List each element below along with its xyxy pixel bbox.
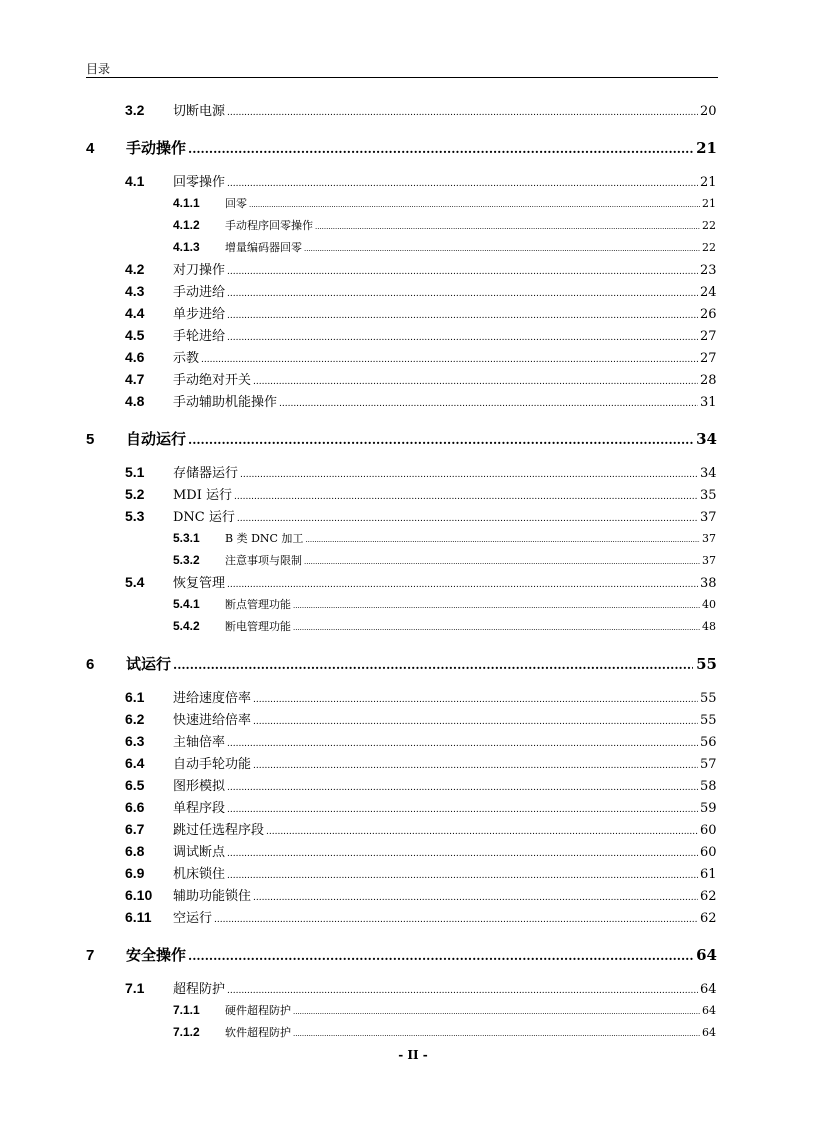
toc-number: 4.1.3 bbox=[173, 240, 200, 254]
dot-leader bbox=[253, 693, 698, 707]
toc-page-number: 27 bbox=[700, 329, 717, 344]
toc-title: 主轴倍率 bbox=[173, 735, 226, 750]
toc-page-number: 27 bbox=[700, 351, 717, 366]
toc-page-number: 31 bbox=[700, 395, 717, 410]
toc-subsection[interactable] bbox=[0, 598, 826, 612]
page-number: - II - bbox=[398, 1048, 428, 1062]
toc-number: 4.4 bbox=[125, 305, 145, 321]
toc-page-number: 64 bbox=[696, 946, 717, 964]
toc-number: 5.4.2 bbox=[173, 619, 200, 633]
dot-leader bbox=[253, 759, 698, 773]
toc-number: 5.3.1 bbox=[173, 531, 200, 545]
toc-number: 6.5 bbox=[125, 777, 145, 793]
toc-number: 6.4 bbox=[125, 755, 145, 771]
dot-leader bbox=[293, 600, 700, 612]
toc-subsection[interactable] bbox=[0, 620, 826, 634]
toc-number: 5.3 bbox=[125, 508, 145, 524]
toc-subsection[interactable] bbox=[0, 197, 826, 211]
toc-page-number: 34 bbox=[696, 430, 717, 448]
dot-leader bbox=[253, 375, 698, 389]
dot-leader bbox=[227, 106, 698, 120]
toc-number: 6.9 bbox=[125, 865, 145, 881]
toc-subsection[interactable] bbox=[0, 1026, 826, 1040]
toc-number: 4.8 bbox=[125, 393, 145, 409]
toc-subsection[interactable] bbox=[0, 554, 826, 568]
dot-leader bbox=[304, 243, 700, 255]
toc-section[interactable] bbox=[0, 734, 826, 751]
toc-number: 4 bbox=[86, 140, 95, 157]
toc-number: 4.7 bbox=[125, 371, 145, 387]
toc-title: 辅助功能锁住 bbox=[173, 889, 252, 904]
toc-page-number: 64 bbox=[700, 982, 717, 997]
toc-subsection[interactable] bbox=[0, 532, 826, 546]
toc-page-number: 64 bbox=[702, 1004, 716, 1017]
dot-leader bbox=[227, 177, 698, 191]
toc-title: 进给速度倍率 bbox=[173, 691, 252, 706]
toc-section[interactable] bbox=[0, 328, 826, 345]
toc-section[interactable] bbox=[0, 844, 826, 861]
toc-title: 对刀操作 bbox=[173, 263, 226, 278]
toc-chapter[interactable] bbox=[0, 431, 826, 448]
toc-section[interactable] bbox=[0, 910, 826, 927]
toc-subsection[interactable] bbox=[0, 1004, 826, 1018]
toc-title: 图形模拟 bbox=[173, 779, 226, 794]
toc-section[interactable] bbox=[0, 487, 826, 504]
toc-title: 手动辅助机能操作 bbox=[173, 395, 278, 410]
toc-title: 回零 bbox=[225, 197, 247, 210]
toc-page-number: 61 bbox=[700, 867, 717, 882]
toc-number: 6.7 bbox=[125, 821, 145, 837]
dot-leader bbox=[227, 984, 698, 998]
toc-title: 硬件超程防护 bbox=[225, 1004, 291, 1017]
toc-section[interactable] bbox=[0, 778, 826, 795]
toc-title: 软件超程防护 bbox=[225, 1026, 291, 1039]
toc-section[interactable] bbox=[0, 712, 826, 729]
toc-number: 5.3.2 bbox=[173, 553, 200, 567]
toc-title: 断点管理功能 bbox=[225, 598, 291, 611]
toc-page-number: 21 bbox=[700, 175, 717, 190]
dot-leader bbox=[227, 331, 698, 345]
toc-number: 4.5 bbox=[125, 327, 145, 343]
toc-number: 6.1 bbox=[125, 689, 145, 705]
toc-page-number: 57 bbox=[700, 757, 717, 772]
dot-leader bbox=[293, 1028, 700, 1040]
toc-page-number: 20 bbox=[700, 104, 717, 119]
toc-page-number: 23 bbox=[700, 263, 717, 278]
dot-leader bbox=[249, 199, 700, 211]
toc-number: 7.1 bbox=[125, 980, 145, 996]
toc-number: 6.10 bbox=[125, 887, 153, 903]
toc-number: 6.3 bbox=[125, 733, 145, 749]
toc-section[interactable] bbox=[0, 800, 826, 817]
toc-page-number: 34 bbox=[700, 466, 717, 481]
toc-section[interactable] bbox=[0, 756, 826, 773]
toc-title: 空运行 bbox=[173, 911, 213, 926]
toc-page-number: 21 bbox=[702, 197, 716, 210]
toc-section[interactable] bbox=[0, 690, 826, 707]
toc-title: 安全操作 bbox=[126, 946, 187, 964]
toc-title: 手动绝对开关 bbox=[173, 373, 252, 388]
dot-leader bbox=[173, 657, 693, 673]
toc-page-number: 37 bbox=[700, 510, 717, 525]
toc-title: 跳过任选程序段 bbox=[173, 823, 265, 838]
toc-number: 5.4.1 bbox=[173, 597, 200, 611]
toc-page-number: 37 bbox=[702, 532, 716, 545]
toc-page-number: 37 bbox=[702, 554, 716, 567]
dot-leader bbox=[227, 869, 698, 883]
toc-number: 4.1.1 bbox=[173, 196, 200, 210]
toc-page-number: 60 bbox=[700, 845, 717, 860]
dot-leader bbox=[188, 948, 693, 964]
toc-section[interactable] bbox=[0, 394, 826, 411]
toc-section[interactable] bbox=[0, 575, 826, 592]
toc-title: 手动程序回零操作 bbox=[225, 219, 313, 232]
toc-section[interactable] bbox=[0, 306, 826, 323]
toc-page-number: 26 bbox=[700, 307, 717, 322]
toc-title: 注意事项与限制 bbox=[225, 554, 302, 567]
toc-subsection[interactable] bbox=[0, 219, 826, 233]
toc-number: 4.6 bbox=[125, 349, 145, 365]
dot-leader bbox=[293, 622, 700, 634]
toc-title: 快速进给倍率 bbox=[173, 713, 252, 728]
toc-number: 7.1.2 bbox=[173, 1025, 200, 1039]
toc-title: 手动进给 bbox=[173, 285, 226, 300]
toc-number: 4.1.2 bbox=[173, 218, 200, 232]
toc-title: 恢复管理 bbox=[173, 576, 226, 591]
toc-title: 单程序段 bbox=[173, 801, 226, 816]
toc-page-number: 62 bbox=[700, 889, 717, 904]
toc-title: 超程防护 bbox=[173, 982, 226, 997]
toc-page-number: 21 bbox=[696, 139, 717, 157]
dot-leader bbox=[227, 737, 698, 751]
dot-leader bbox=[266, 825, 698, 839]
dot-leader bbox=[201, 353, 698, 367]
dot-leader bbox=[188, 141, 693, 157]
toc-subsection[interactable] bbox=[0, 241, 826, 255]
toc-section[interactable] bbox=[0, 174, 826, 191]
toc-page-number: 24 bbox=[700, 285, 717, 300]
toc-title: 增量编码器回零 bbox=[225, 241, 302, 254]
toc-title: 调试断点 bbox=[173, 845, 226, 860]
toc-section[interactable] bbox=[0, 866, 826, 883]
dot-leader bbox=[227, 803, 698, 817]
toc-page-number: 60 bbox=[700, 823, 717, 838]
toc-title: 单步进给 bbox=[173, 307, 226, 322]
dot-leader bbox=[227, 847, 698, 861]
toc-number: 7 bbox=[86, 947, 95, 964]
toc-section[interactable] bbox=[0, 822, 826, 839]
dot-leader bbox=[188, 432, 693, 448]
toc-page-number: 28 bbox=[700, 373, 717, 388]
dot-leader bbox=[214, 913, 698, 927]
toc-title: 自动运行 bbox=[126, 430, 187, 448]
toc-title: MDI 运行 bbox=[173, 488, 233, 503]
toc-section[interactable] bbox=[0, 372, 826, 389]
toc-page-number: 40 bbox=[702, 598, 716, 611]
toc-page-number: 59 bbox=[700, 801, 717, 816]
toc-title: 机床锁住 bbox=[173, 867, 226, 882]
dot-leader bbox=[227, 287, 698, 301]
toc-number: 5.2 bbox=[125, 486, 145, 502]
toc-number: 6.2 bbox=[125, 711, 145, 727]
dot-leader bbox=[253, 715, 698, 729]
toc-title: 回零操作 bbox=[173, 175, 226, 190]
toc-page-number: 64 bbox=[702, 1026, 716, 1039]
toc-section[interactable] bbox=[0, 262, 826, 279]
running-header: 目录 bbox=[86, 62, 111, 76]
toc-number: 5.1 bbox=[125, 464, 145, 480]
toc-number: 6 bbox=[86, 656, 95, 673]
toc-page-number: 56 bbox=[700, 735, 717, 750]
toc-title: 手动操作 bbox=[126, 139, 187, 157]
toc-number: 6.6 bbox=[125, 799, 145, 815]
dot-leader bbox=[227, 781, 698, 795]
toc-page-number: 35 bbox=[700, 488, 717, 503]
toc-number: 7.1.1 bbox=[173, 1003, 200, 1017]
dot-leader bbox=[279, 397, 698, 411]
toc-number: 4.1 bbox=[125, 173, 145, 189]
toc-page-number: 55 bbox=[700, 691, 717, 706]
toc-page-number: 55 bbox=[700, 713, 717, 728]
toc-title: 示教 bbox=[173, 351, 200, 366]
dot-leader bbox=[227, 578, 698, 592]
toc-page-number: 48 bbox=[702, 620, 716, 633]
toc-number: 5 bbox=[86, 431, 95, 448]
toc-number: 4.3 bbox=[125, 283, 145, 299]
toc-section[interactable] bbox=[0, 350, 826, 367]
toc-page-number: 55 bbox=[696, 655, 717, 673]
dot-leader bbox=[237, 512, 698, 526]
toc-title: B 类 DNC 加工 bbox=[225, 532, 304, 545]
dot-leader bbox=[253, 891, 698, 905]
dot-leader bbox=[304, 556, 700, 568]
toc-number: 4.2 bbox=[125, 261, 145, 277]
dot-leader bbox=[305, 534, 700, 546]
toc-title: 断电管理功能 bbox=[225, 620, 291, 633]
toc-number: 5.4 bbox=[125, 574, 145, 590]
toc-page-number: 22 bbox=[702, 219, 716, 232]
toc-number: 6.11 bbox=[125, 909, 152, 925]
toc-page-number: 22 bbox=[702, 241, 716, 254]
toc-chapter[interactable] bbox=[0, 140, 826, 157]
toc-title: 存储器运行 bbox=[173, 466, 239, 481]
dot-leader bbox=[315, 221, 700, 233]
toc-chapter[interactable] bbox=[0, 947, 826, 964]
toc-title: 试运行 bbox=[126, 655, 172, 673]
dot-leader bbox=[293, 1006, 700, 1018]
dot-leader bbox=[227, 265, 698, 279]
toc-number: 3.2 bbox=[125, 102, 145, 118]
dot-leader bbox=[240, 468, 698, 482]
toc-chapter[interactable] bbox=[0, 656, 826, 673]
toc-page-number: 38 bbox=[700, 576, 717, 591]
toc-title: DNC 运行 bbox=[173, 510, 235, 525]
dot-leader bbox=[234, 490, 698, 504]
dot-leader bbox=[227, 309, 698, 323]
toc-page-number: 62 bbox=[700, 911, 717, 926]
toc-title: 切断电源 bbox=[173, 104, 226, 119]
toc-number: 6.8 bbox=[125, 843, 145, 859]
toc-section[interactable] bbox=[0, 981, 826, 998]
toc-section[interactable] bbox=[0, 103, 826, 120]
toc-section[interactable] bbox=[0, 465, 826, 482]
toc-section[interactable] bbox=[0, 888, 826, 905]
toc-section[interactable] bbox=[0, 509, 826, 526]
toc-page-number: 58 bbox=[700, 779, 717, 794]
toc-title: 自动手轮功能 bbox=[173, 757, 252, 772]
toc-title: 手轮进给 bbox=[173, 329, 226, 344]
toc-section[interactable] bbox=[0, 284, 826, 301]
